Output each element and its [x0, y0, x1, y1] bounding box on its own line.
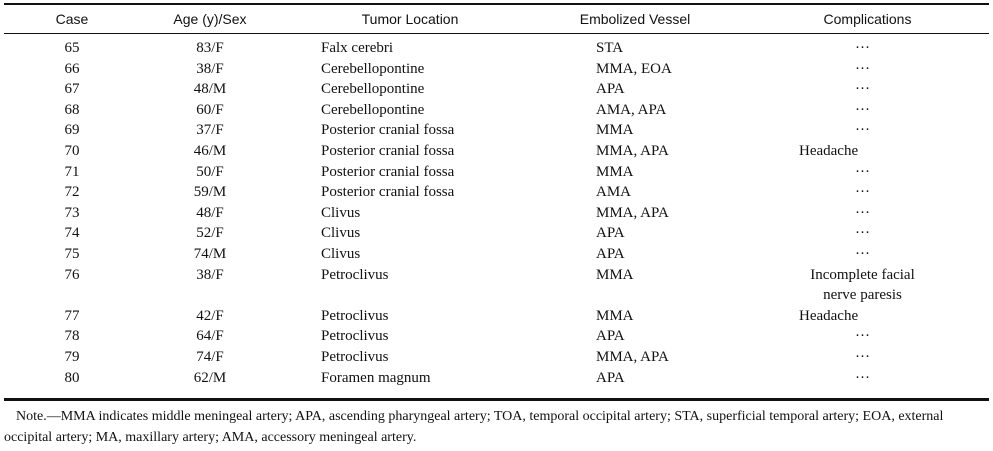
cell-age-sex: 46/M	[193, 142, 227, 159]
cell-embolized-vessel: MMA	[596, 266, 634, 283]
cell-embolized-vessel: APA	[596, 328, 625, 345]
cell-case: 75	[64, 245, 80, 262]
cell-embolized-vessel: MMA, APA	[596, 348, 669, 365]
table-top-rule	[4, 3, 989, 5]
cell-complications: ···	[855, 225, 870, 242]
cell-complications: ···	[855, 369, 870, 386]
cell-embolized-vessel: MMA	[596, 122, 634, 139]
cell-tumor-location: Posterior cranial fossa	[321, 142, 455, 159]
cell-case: 69	[64, 122, 80, 139]
cell-tumor-location: Clivus	[321, 245, 361, 262]
table-row	[0, 38, 993, 59]
cell-embolized-vessel: MMA, APA	[596, 142, 669, 159]
header-case: Case	[55, 11, 89, 27]
cell-tumor-location: Cerebellopontine	[321, 101, 425, 118]
table-body	[0, 38, 993, 388]
cell-case: 70	[64, 142, 80, 159]
cell-embolized-vessel: APA	[596, 225, 625, 242]
cell-tumor-location: Clivus	[321, 204, 361, 221]
cell-case: 74	[64, 225, 80, 242]
cell-embolized-vessel: APA	[596, 369, 625, 386]
table-row	[0, 100, 993, 121]
cell-tumor-location: Cerebellopontine	[321, 81, 425, 98]
cell-age-sex: 59/M	[193, 184, 227, 201]
cell-embolized-vessel: MMA, EOA	[596, 60, 672, 77]
cell-complications: ···	[855, 348, 870, 365]
cell-age-sex: 83/F	[196, 40, 224, 56]
cell-embolized-vessel: AMA, APA	[596, 101, 667, 118]
table-row	[0, 326, 993, 347]
cell-age-sex: 38/F	[196, 266, 224, 283]
cell-case: 76	[64, 266, 80, 283]
cell-age-sex: 48/F	[196, 204, 224, 221]
table-row	[0, 79, 993, 100]
cell-case: 80	[64, 369, 80, 386]
cell-age-sex: 38/F	[196, 60, 224, 77]
cell-case: 65	[64, 40, 80, 56]
header-complications: Complications	[823, 11, 912, 27]
table-row	[0, 368, 993, 389]
table-row	[0, 244, 993, 265]
cell-tumor-location: Petroclivus	[321, 307, 389, 324]
table-row	[0, 203, 993, 224]
cell-tumor-location: Petroclivus	[321, 348, 389, 365]
cell-age-sex: 52/F	[196, 225, 224, 242]
cell-case: 66	[64, 60, 80, 77]
header-age-sex: Age (y)/Sex	[173, 11, 247, 27]
table-note: Note.—MMA indicates middle meningeal artery; APA, ascending pharyngeal artery; TOA, temporal occipital artery; STA, superficial temporal artery; EOA, external occipital artery; MA, maxillary artery; AMA, accessory meningeal artery.	[4, 409, 944, 445]
table-row	[0, 347, 993, 368]
cell-embolized-vessel: MMA	[596, 163, 634, 180]
cell-complications: Incomplete facial nerve paresis	[810, 266, 915, 304]
header-embolized-vessel: Embolized Vessel	[579, 11, 691, 27]
cell-case: 71	[64, 163, 80, 180]
cell-case: 67	[64, 81, 80, 98]
cell-complications: Headache	[799, 307, 859, 324]
cell-complications: ···	[855, 204, 870, 221]
cell-complications: ···	[855, 328, 870, 345]
cell-age-sex: 74/F	[196, 348, 224, 365]
cell-complications: ···	[855, 163, 870, 180]
cell-case: 73	[64, 204, 80, 221]
cell-tumor-location: Posterior cranial fossa	[321, 122, 455, 139]
table-row	[0, 306, 993, 327]
cell-age-sex: 60/F	[196, 101, 224, 118]
cell-complications: ···	[855, 245, 870, 262]
cell-complications: Headache	[799, 142, 859, 159]
table-row	[0, 162, 993, 183]
cell-embolized-vessel: STA	[596, 40, 624, 56]
table-header-rule	[4, 33, 989, 34]
cell-age-sex: 74/M	[193, 245, 227, 262]
cell-embolized-vessel: APA	[596, 81, 625, 98]
cell-embolized-vessel: APA	[596, 245, 625, 262]
cell-tumor-location: Clivus	[321, 225, 361, 242]
cell-case: 79	[64, 348, 80, 365]
cell-case: 78	[64, 328, 80, 345]
header-tumor-location: Tumor Location	[361, 11, 459, 27]
cell-complications: ···	[855, 81, 870, 98]
table-row	[0, 223, 993, 244]
cell-case: 68	[64, 101, 80, 118]
cell-embolized-vessel: AMA	[596, 184, 632, 201]
cell-embolized-vessel: MMA, APA	[596, 204, 669, 221]
cell-complications: ···	[855, 122, 870, 139]
cell-tumor-location: Falx cerebri	[321, 40, 394, 56]
cell-tumor-location: Petroclivus	[321, 266, 389, 283]
cell-case: 77	[64, 307, 80, 324]
cell-tumor-location: Foramen magnum	[321, 369, 431, 386]
cell-complications: ···	[855, 60, 870, 77]
cell-age-sex: 42/F	[196, 307, 224, 324]
cell-age-sex: 48/M	[193, 81, 227, 98]
cell-age-sex: 62/M	[193, 369, 227, 386]
cell-case: 72	[64, 184, 80, 201]
table-row	[0, 141, 993, 162]
table-row	[0, 120, 993, 141]
table-row	[0, 59, 993, 80]
cell-complications: ···	[855, 101, 870, 118]
cell-tumor-location: Posterior cranial fossa	[321, 184, 455, 201]
table-row	[0, 265, 993, 306]
table-bottom-rule	[4, 398, 989, 401]
table-row	[0, 182, 993, 203]
cell-tumor-location: Posterior cranial fossa	[321, 163, 455, 180]
cell-age-sex: 37/F	[196, 122, 224, 139]
cell-age-sex: 64/F	[196, 328, 224, 345]
cell-age-sex: 50/F	[196, 163, 224, 180]
cell-tumor-location: Cerebellopontine	[321, 60, 425, 77]
cell-embolized-vessel: MMA	[596, 307, 634, 324]
cell-complications: ···	[855, 184, 870, 201]
cell-complications: ···	[855, 40, 870, 56]
cell-tumor-location: Petroclivus	[321, 328, 389, 345]
